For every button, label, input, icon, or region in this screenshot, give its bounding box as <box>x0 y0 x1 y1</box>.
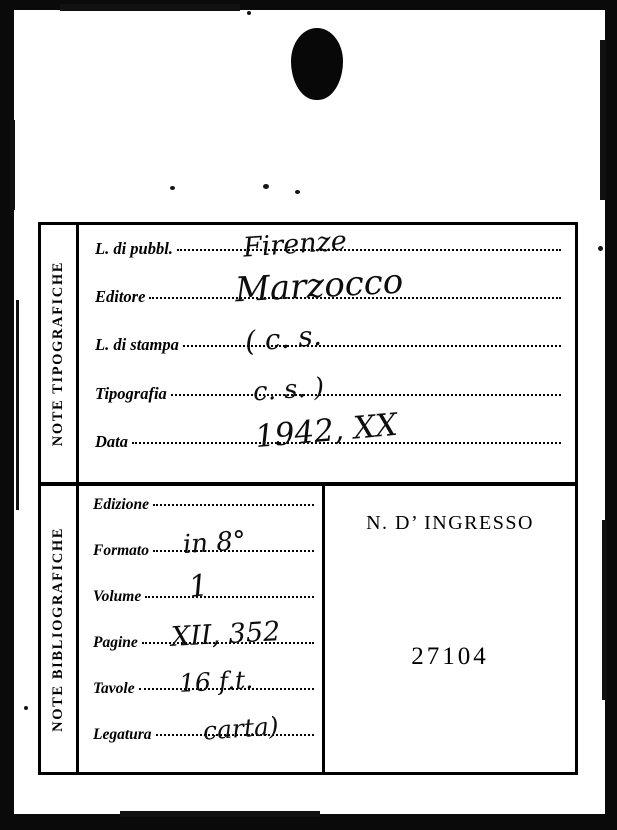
field-label: L. di pubbl. <box>95 239 173 259</box>
field-tavole[interactable] <box>93 664 314 719</box>
field-luogo-stampa[interactable] <box>95 319 561 375</box>
ingress-panel <box>325 486 575 772</box>
handwritten-value: in 8° <box>182 525 247 560</box>
dotted-rule <box>145 596 314 598</box>
dotted-rule <box>142 642 314 644</box>
dotted-rule <box>153 504 314 506</box>
field-label: Volume <box>93 587 142 605</box>
dotted-rule <box>132 442 561 444</box>
catalog-card <box>38 222 578 775</box>
scan-speck <box>170 186 175 190</box>
field-legatura[interactable] <box>93 710 314 765</box>
scan-artifact <box>600 40 606 200</box>
field-tipografia[interactable] <box>95 372 561 424</box>
field-label: Formato <box>93 541 149 559</box>
scan-speck <box>295 190 300 194</box>
scan-speck <box>263 184 269 189</box>
punch-hole-icon <box>291 28 343 100</box>
section-note-tipografiche <box>41 225 575 486</box>
section-label-bibliografiche-text: NOTE BIBLIOGRAFICHE <box>50 526 66 732</box>
field-label: Pagine <box>93 633 138 651</box>
ingress-number: 27104 <box>411 643 489 670</box>
field-label: Edizione <box>93 495 149 513</box>
field-edizione[interactable] <box>93 496 314 535</box>
field-volume[interactable] <box>93 567 314 627</box>
handwritten-value: 1942, XX <box>253 406 400 455</box>
handwritten-value: Marzocco <box>234 261 405 311</box>
scan-edge-right <box>605 0 617 830</box>
field-pagine[interactable] <box>93 615 314 673</box>
section-label-tipografiche-text: NOTE TIPOGRAFICHE <box>50 260 66 447</box>
field-data[interactable] <box>95 406 561 472</box>
dotted-rule <box>171 394 561 396</box>
scan-speck <box>598 246 603 251</box>
dotted-rule <box>149 297 561 299</box>
scan-artifact <box>60 4 240 11</box>
field-label: Tipografia <box>95 383 167 403</box>
bibliographic-fields <box>79 486 325 772</box>
scan-artifact <box>120 811 320 817</box>
scan-artifact <box>10 120 15 210</box>
handwritten-value: XII, 352 <box>170 615 282 653</box>
section-note-bibliografiche <box>41 486 575 772</box>
field-label: Tavole <box>93 679 135 697</box>
section-label-bibliografiche <box>41 486 79 772</box>
typographic-fields <box>79 225 575 482</box>
section-label-tipografiche <box>41 225 79 482</box>
field-luogo-pubblicazione[interactable] <box>95 225 561 279</box>
handwritten-value: ( c. s. <box>243 319 323 359</box>
field-editore[interactable] <box>95 261 561 327</box>
scan-speck <box>247 11 251 15</box>
ingress-title: N. D’ INGRESSO <box>366 512 534 534</box>
dotted-rule <box>153 550 314 552</box>
field-formato[interactable] <box>93 525 314 581</box>
dotted-rule <box>177 249 561 251</box>
field-label: L. di stampa <box>95 335 179 355</box>
field-label: Data <box>95 431 128 451</box>
handwritten-value: 16 f.t. <box>178 664 254 698</box>
scan-speck <box>24 706 28 710</box>
dotted-rule <box>139 688 314 690</box>
dotted-rule <box>156 734 314 736</box>
handwritten-value: c. s. ) <box>252 372 326 408</box>
handwritten-value: carta) <box>202 710 280 746</box>
scan-artifact <box>602 520 607 700</box>
scan-artifact <box>16 300 19 510</box>
field-label: Legatura <box>93 725 152 743</box>
field-label: Editore <box>95 287 146 307</box>
dotted-rule <box>183 345 561 347</box>
handwritten-value: Firenze <box>242 225 348 264</box>
handwritten-value: 1 <box>187 567 210 605</box>
